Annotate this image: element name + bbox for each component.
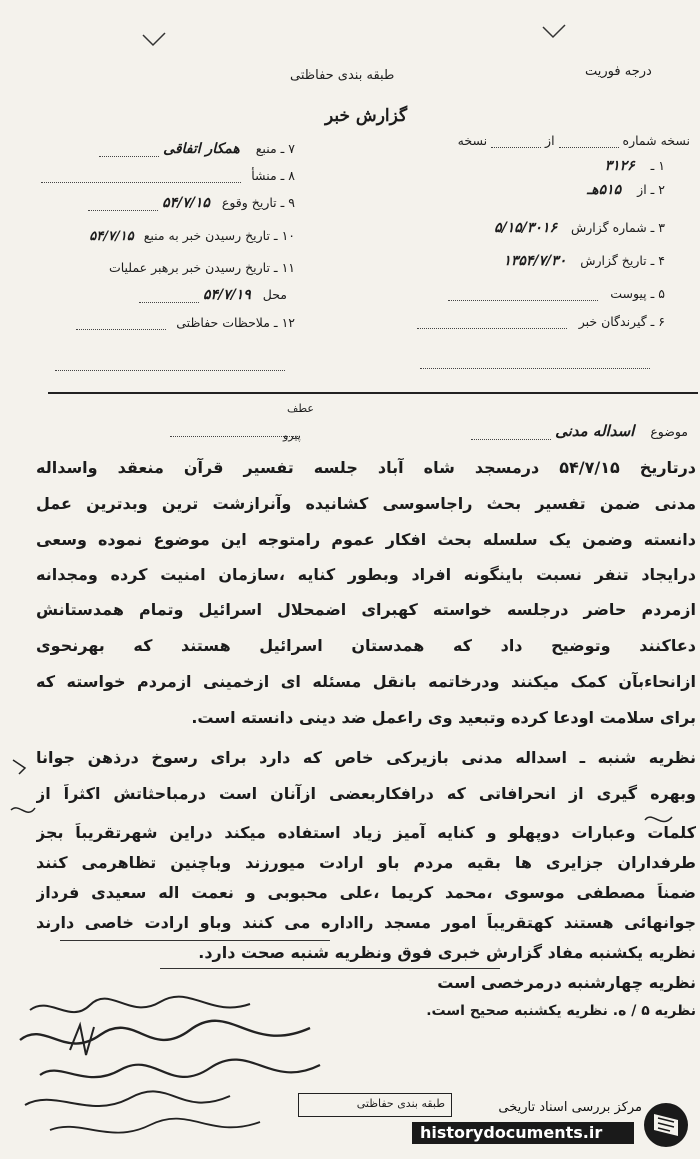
field-2 — [587, 182, 665, 198]
field-12 — [76, 315, 295, 330]
body-line: ازانحاءبآن کمک میکنند ودرخاتمه بانقل مسئله ای ازخمینی ازمردم خواسته که — [36, 672, 696, 691]
copy-from-label: از — [545, 133, 555, 148]
pirow-label: پیرو — [283, 429, 301, 442]
classification-label: طبقه بندی حفاظتی — [290, 68, 395, 83]
field-9 — [88, 195, 295, 211]
field-9-label: ۹ ـ تاریخ وقوع — [221, 195, 295, 210]
body-line: ضمناً مصطفی موسوی ،محمد کریما ،علی محبوبی و نعمت اله سعیدی فرداز — [36, 883, 696, 902]
body-line: درتاریخ ۵۴/۷/۱۵ درمسجد شاه آباد جلسه تفسیر قرآن منعقد واسداله — [36, 458, 696, 477]
body-line: دعاکنند وتوضیح داد که همدستان اسرائیل هستند که بهرنحوی — [36, 636, 696, 655]
field-10-value: ۵۴/۷/۱۵ — [89, 229, 134, 244]
corner-mark — [540, 22, 570, 42]
field-3-value: ۵/۱۵/۳۰۱۶ — [494, 220, 557, 236]
field-11-place-label: محل — [262, 287, 287, 302]
field-6 — [417, 314, 665, 329]
watermark-url: historydocuments.ir — [420, 1123, 603, 1142]
copy-number-label: نسخه شماره — [622, 133, 690, 148]
body-line: درایجاد تنفر نسبت باینگونه افراد وبطور کنایه ،سازمان امنیت کرده ومجدانه — [36, 565, 696, 584]
field-7-value: همکار اتفاقی — [163, 141, 240, 157]
footer-classification-label: طبقه بندی حفاظتی — [356, 1097, 445, 1110]
body-line: نظریه چهارشنبه درمرخصی است — [437, 973, 696, 992]
section-divider — [48, 392, 698, 394]
body-line: جوانهائی هستند کهتقریباً امور مسجد رااداره می کنند وباو ارادت خاصی دارند — [36, 913, 696, 932]
field-10 — [89, 228, 295, 244]
field-1 — [605, 158, 665, 174]
copy-number-row — [458, 133, 690, 148]
field-12-label: ۱۲ ـ ملاحظات حفاظتی — [176, 315, 295, 330]
field-11 — [109, 260, 295, 275]
watermark-text: مرکز بررسی اسناد تاریخی — [498, 1100, 642, 1115]
watermark-logo-icon — [640, 1100, 692, 1150]
field-10-label: ۱۰ ـ تاریخ رسیدن خبر به منبع — [143, 228, 295, 243]
urgency-label: درجه فوریت — [585, 64, 652, 79]
body-line: دانسته وضمن یک سلسله بحث افکار عموم رامتوجه این موضوع نموده وسعی — [36, 530, 696, 549]
body-line: مدنی ضمن تفسیر بحث راجاسوسی کشانیده وآنرازشت ترین وبدترین عمل — [36, 494, 696, 513]
subject-row — [471, 422, 688, 440]
field-3-label: ۳ ـ شماره گزارش — [570, 220, 665, 235]
field-4 — [503, 253, 665, 269]
body-line: طرفداران جزایری ها بقیه مردم باو ارادت میورزند وباچنین تظاهرمی کنند — [36, 853, 696, 872]
field-1-value: ۳۱۲۶ — [604, 158, 635, 174]
field-11-place-row — [139, 287, 295, 303]
field-6-label: ۶ ـ گیرندگان خبر — [578, 314, 665, 329]
body-line: نظریه یکشنبه مفاد گزارش خبری فوق ونظریه شنبه صحت دارد. — [198, 943, 696, 962]
document-title: گزارش خبر — [325, 106, 408, 126]
body-line: نظریه ۵ / ه. نظریه یکشنبه صحیح است. — [426, 1003, 696, 1019]
field-5 — [448, 286, 665, 301]
field-8 — [41, 168, 295, 183]
field-11-value: ۵۴/۷/۱۹ — [202, 287, 251, 303]
subject-value: اسداله مدنی — [555, 422, 635, 440]
watermark — [412, 1098, 700, 1153]
field-4-label: ۴ ـ تاریخ گزارش — [580, 253, 665, 268]
corner-mark — [140, 30, 170, 50]
body-line: ازمردم حاضر درجلسه خواسته کهبرای اضمحلال اسرائیل وتمام همدستانش — [36, 600, 696, 619]
body-line: نظریه شنبه ـ اسداله مدنی بازیرکی خاص که دارد برای رسوخ درذهن جوانا — [36, 748, 696, 767]
body-line: وبهره گیری از انحرافاتی که درافکاربعضی ازآنان است درمباحثاتش اکثراً از — [36, 784, 696, 803]
body-line: برای سلامت اودعا کرده وتبعید وی راعمل ضد دینی دانسته است. — [191, 708, 696, 727]
margin-mark — [640, 805, 680, 835]
handwritten-signature — [10, 990, 340, 1155]
field-3 — [494, 220, 665, 236]
field-11-label: ۱۱ ـ تاریخ رسیدن خبر برهبر عملیات — [108, 260, 295, 275]
field-2-value: ۵۱۵هـ — [587, 182, 622, 198]
field-2-label: ۲ ـ از — [637, 182, 665, 197]
field-1-label: ۱ ـ — [650, 158, 665, 173]
subject-label: موضوع — [650, 424, 688, 439]
ref-label: عطف — [287, 402, 314, 415]
body-line: کلمات وعبارات دوپهلو و کنایه آمیز زیاد استفاده میکند دراین شهرتقریباً بجز — [36, 823, 696, 842]
field-8-label: ۸ ـ منشأ — [251, 168, 295, 183]
copy-of-label: نسخه — [457, 133, 488, 148]
field-4-value: ۱۳۵۴/۷/۳۰ — [503, 253, 567, 269]
field-7-label: ۷ ـ منبع — [255, 141, 295, 156]
field-9-value: ۵۴/۷/۱۵ — [162, 195, 210, 211]
margin-mark — [5, 750, 45, 840]
field-5-label: ۵ ـ پیوست — [610, 286, 665, 301]
field-7 — [99, 141, 295, 157]
